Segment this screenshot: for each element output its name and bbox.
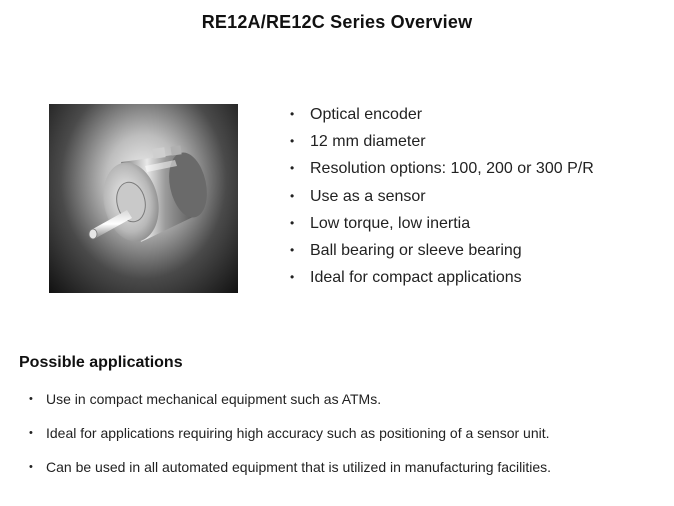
feature-item: • Low torque, low inertia [287,210,594,237]
encoder-image [49,104,238,293]
feature-list [287,101,594,291]
feature-item: • Optical encoder [287,101,594,128]
application-item: • Can be used in all automated equipment that is utilized in manufacturing facilities. [27,456,551,478]
feature-item: • Resolution options: 100, 200 or 300 P/R [287,155,594,182]
feature-item: • Ball bearing or sleeve bearing [287,237,594,264]
product-photo [49,104,238,293]
application-item: • Ideal for applications requiring high accuracy such as positioning of a sensor unit. [27,422,551,444]
feature-item: • Use as a sensor [287,183,594,210]
feature-item: • Ideal for compact applications [287,264,594,291]
page-title: RE12A/RE12C Series Overview [201,12,473,32]
applications-heading: Possible applications [19,354,183,371]
feature-item: • 12 mm diameter [287,128,594,155]
application-item: • Use in compact mechanical equipment such as ATMs. [27,388,551,410]
applications-list [27,388,551,490]
